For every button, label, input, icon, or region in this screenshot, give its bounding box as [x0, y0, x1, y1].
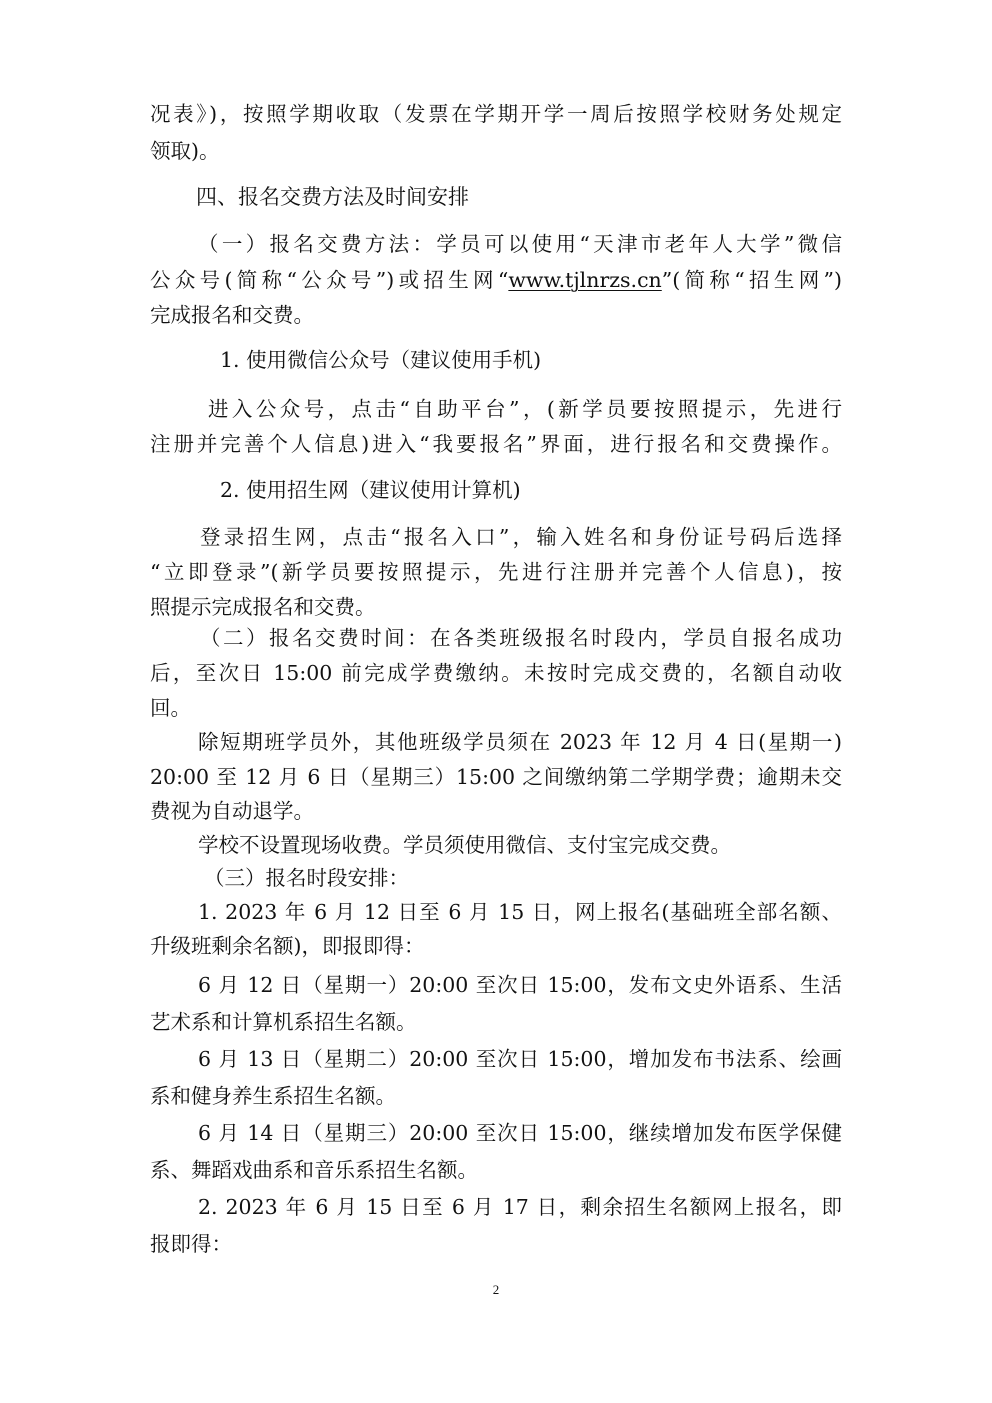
- paragraph-line: （二）报名交费时间：在各类班级报名时段内，学员自报名成功: [200, 626, 842, 650]
- paragraph-text: 公众号(简称“公众号”)或招生网“: [150, 268, 509, 292]
- paragraph-line: 照提示完成报名和交费。: [150, 595, 376, 619]
- section-heading: 四、报名交费方法及时间安排: [196, 185, 469, 209]
- paragraph-line: 除短期班学员外，其他班级学员须在 2023 年 12 月 4 日(星期一): [198, 730, 842, 754]
- paragraph-line: 报即得：: [150, 1232, 232, 1256]
- subheading-line: （三）报名时段安排：: [204, 866, 409, 890]
- paragraph-line: 费视为自动退学。: [150, 799, 314, 823]
- paragraph-line: 艺术系和计算机系招生名额。: [150, 1010, 417, 1034]
- paragraph-line: 2. 2023 年 6 月 15 日至 6 月 17 日，剩余招生名额网上报名，即: [198, 1195, 842, 1219]
- subheading-line: 1. 使用微信公众号（建议使用手机): [220, 348, 542, 372]
- paragraph-line: 系和健身养生系招生名额。: [150, 1084, 396, 1108]
- paragraph-line: 注册并完善个人信息)进入“我要报名”界面，进行报名和交费操作。: [150, 432, 842, 456]
- paragraph-line: 回。: [150, 696, 191, 720]
- paragraph-line: 完成报名和交费。: [150, 303, 314, 327]
- paragraph-line: （一）报名交费方法：学员可以使用“天津市老年人大学”微信: [198, 232, 842, 256]
- paragraph-text: ”(简称“招生网”): [661, 268, 842, 292]
- paragraph-line: 进入公众号，点击“自助平台”，(新学员要按照提示，先进行: [208, 397, 842, 421]
- website-link[interactable]: www.tjlnrzs.cn: [508, 268, 662, 292]
- paragraph-line: “立即登录”(新学员要按照提示，先进行注册并完善个人信息)，按: [150, 560, 842, 584]
- paragraph-line: 系、舞蹈戏曲系和音乐系招生名额。: [150, 1158, 478, 1182]
- paragraph-line: 登录招生网，点击“报名入口”，输入姓名和身份证号码后选择: [200, 525, 842, 549]
- paragraph-line: 后，至次日 15:00 前完成学费缴纳。未按时完成交费的，名额自动收: [150, 661, 842, 685]
- paragraph-line: 6 月 14 日（星期三）20:00 至次日 15:00，继续增加发布医学保健: [198, 1121, 842, 1145]
- paragraph-line: 学校不设置现场收费。学员须使用微信、支付宝完成交费。: [198, 833, 731, 857]
- paragraph-line: 1. 2023 年 6 月 12 日至 6 月 15 日，网上报名(基础班全部名额、: [198, 900, 842, 924]
- page-number: 2: [492, 1282, 500, 1297]
- paragraph-line: 6 月 13 日（星期二）20:00 至次日 15:00，增加发布书法系、绘画: [198, 1047, 842, 1071]
- subheading-line: 2. 使用招生网（建议使用计算机): [220, 478, 521, 502]
- paragraph-line: 领取)。: [150, 139, 220, 163]
- paragraph-line: 6 月 12 日（星期一）20:00 至次日 15:00，发布文史外语系、生活: [198, 973, 842, 997]
- paragraph-line: 20:00 至 12 月 6 日（星期三）15:00 之间缴纳第二学期学费；逾期未交: [150, 765, 842, 789]
- paragraph-line: 况表》)，按照学期收取（发票在学期开学一周后按照学校财务处规定: [150, 102, 842, 126]
- paragraph-line: 升级班剩余名额)，即报即得：: [150, 934, 425, 958]
- paragraph-line: [150, 264, 842, 296]
